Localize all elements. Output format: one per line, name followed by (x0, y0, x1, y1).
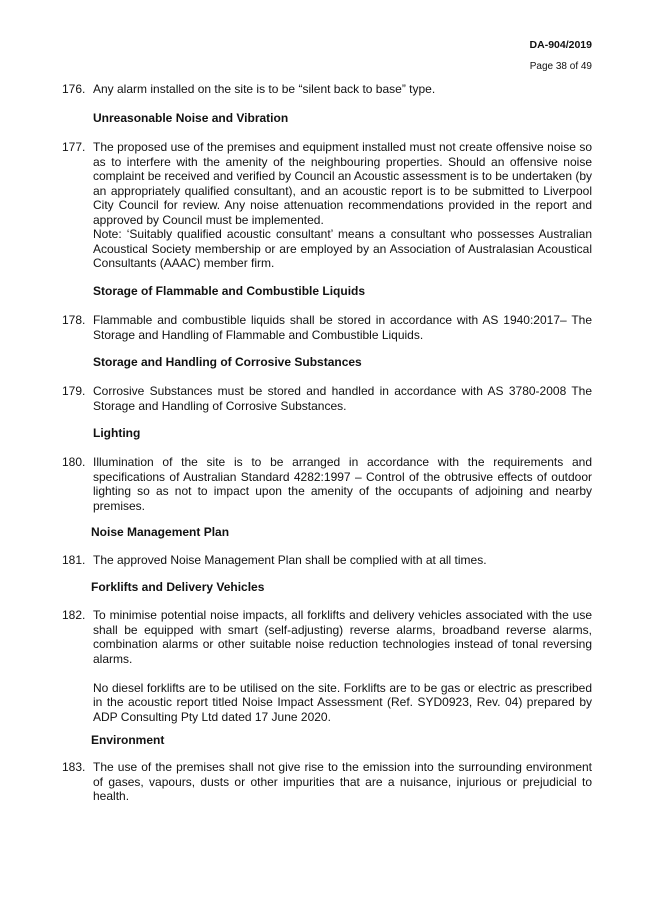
condition-text: Corrosive Substances must be stored and handled in accordance with AS 3780-2008 The Storage and Handling of Corrosive Substances. (93, 384, 592, 413)
condition-177 (62, 140, 592, 271)
condition-number: 180. (62, 455, 86, 469)
section-heading-noise-management-plan: Noise Management Plan (91, 525, 230, 539)
condition-text: The proposed use of the premises and equipment installed must not create offensive noise so as to interfere with the amenity of the neighbouring properties. Should an offensive noise complaint be received and verified by Council an Acoustic assessment is to be undertaken (by an appropriately qualified consultant), and an acoustic report is to be submitted to Liverpool City Council for review. Any noise attenuation recommendations provided in the report and approved by Council must be implemented. (93, 140, 592, 227)
condition-text: The use of the premises shall not give rise to the emission into the surrounding environment of gases, vapours, dusts or other impurities that are a nuisance, injurious or prejudicial to health. (93, 760, 592, 803)
condition-182 (62, 608, 592, 724)
condition-number: 179. (62, 384, 86, 398)
condition-number: 178. (62, 313, 86, 327)
section-heading-environment: Environment (91, 733, 165, 747)
condition-176 (62, 82, 592, 97)
section-heading-flammable-liquids: Storage of Flammable and Combustible Liquids (93, 284, 366, 298)
section-heading-corrosive-substances: Storage and Handling of Corrosive Substances (93, 355, 362, 369)
section-heading-lighting: Lighting (93, 426, 141, 440)
condition-number: 181. (62, 553, 86, 567)
section-heading-forklifts-delivery: Forklifts and Delivery Vehicles (91, 580, 265, 594)
condition-text: Flammable and combustible liquids shall be stored in accordance with AS 1940:2017– The Storage and Handling of Flammable and Combustible Liquids. (93, 313, 592, 342)
condition-text: The approved Noise Management Plan shall be complied with at all times. (93, 553, 487, 567)
condition-181 (62, 553, 592, 568)
condition-text: To minimise potential noise impacts, all forklifts and delivery vehicles associated with the use shall be equipped with smart (self-adjusting) reverse alarms, broadband reverse alarms, combination alarms or other suitable noise reduction technologies instead of tonal reversing alarms. (93, 608, 592, 666)
condition-text: Any alarm installed on the site is to be “silent back to base” type. (93, 82, 436, 96)
page-number: Page 38 of 49 (529, 61, 592, 72)
condition-180 (62, 455, 592, 513)
section-heading-noise-vibration: Unreasonable Noise and Vibration (93, 111, 289, 125)
condition-179 (62, 384, 592, 413)
condition-183 (62, 760, 592, 804)
condition-number: 176. (62, 82, 86, 96)
condition-178 (62, 313, 592, 342)
condition-number: 182. (62, 608, 86, 622)
condition-text: Illumination of the site is to be arranged in accordance with the requirements and specifications of Australian Standard 4282:1997 – Control of the obtrusive effects of outdoor lighting so as not to impact upon the amenity of the occupants of adjoining and nearby premises. (93, 455, 592, 513)
condition-number: 183. (62, 760, 86, 774)
condition-note: Note: ‘Suitably qualified acoustic consultant’ means a consultant who possesses Australian Acoustical Society membership or are employed by an Association of Australasian Acoustical Consultants (AAAC) member firm. (93, 227, 592, 270)
condition-number: 177. (62, 140, 86, 154)
da-reference: DA-904/2019 (529, 39, 592, 51)
condition-text-continued: No diesel forklifts are to be utilised on the site. Forklifts are to be gas or electric as prescribed in the acoustic report titled Noise Impact Assessment (Ref. SYD0923, Rev. 04) prepared by ADP Consulting Pty Ltd dated 17 June 2020. (93, 680, 592, 724)
